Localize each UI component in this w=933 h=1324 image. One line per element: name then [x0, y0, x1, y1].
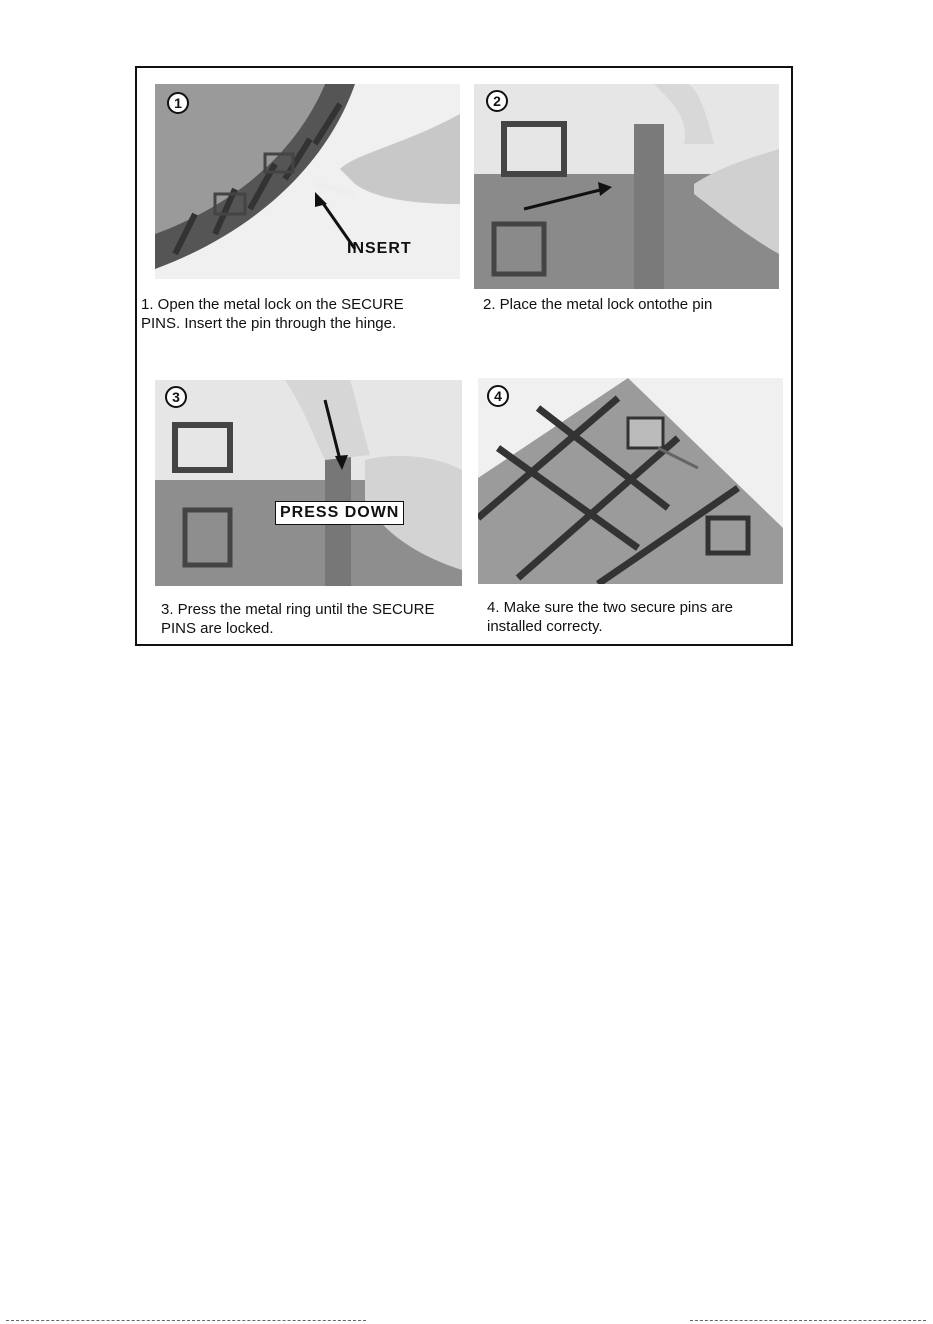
step-4-photo	[478, 378, 783, 584]
step-1-caption	[141, 295, 404, 333]
step-1-caption-line-1: 1. Open the metal lock on the SECURE	[141, 296, 404, 313]
instruction-panel	[135, 66, 793, 646]
step-1-badge: 1	[167, 92, 189, 114]
insert-callout: INSERT	[347, 240, 412, 257]
step-3-caption	[161, 600, 434, 638]
step-4-caption-line-2: installed correcty.	[487, 618, 603, 635]
step-3-badge: 3	[165, 386, 187, 408]
step-1-photo	[155, 84, 460, 279]
step-2-caption	[483, 295, 712, 314]
step-3-caption-line-2: PINS are locked.	[161, 620, 274, 637]
step-2-photo	[474, 84, 779, 289]
footer-rule-right	[690, 1320, 926, 1321]
step-3-caption-line-1: 3. Press the metal ring until the SECURE	[161, 601, 435, 618]
step-2-illustration	[474, 84, 779, 289]
step-1-caption-line-2: PINS. Insert the pin through the hinge.	[141, 315, 397, 332]
step-2-caption-line-1: 2. Place the metal lock ontothe pin	[483, 296, 713, 313]
step-2-badge: 2	[486, 90, 508, 112]
step-4-badge: 4	[487, 385, 509, 407]
step-4-caption-line-1: 4. Make sure the two secure pins are	[487, 599, 733, 616]
footer-rule-left	[6, 1320, 366, 1321]
press-down-callout: PRESS DOWN	[275, 501, 404, 525]
step-4-illustration	[478, 378, 783, 584]
step-4-caption	[487, 598, 733, 636]
step-1-illustration	[155, 84, 460, 279]
step-3-photo	[155, 380, 462, 586]
step-3-illustration	[155, 380, 462, 586]
